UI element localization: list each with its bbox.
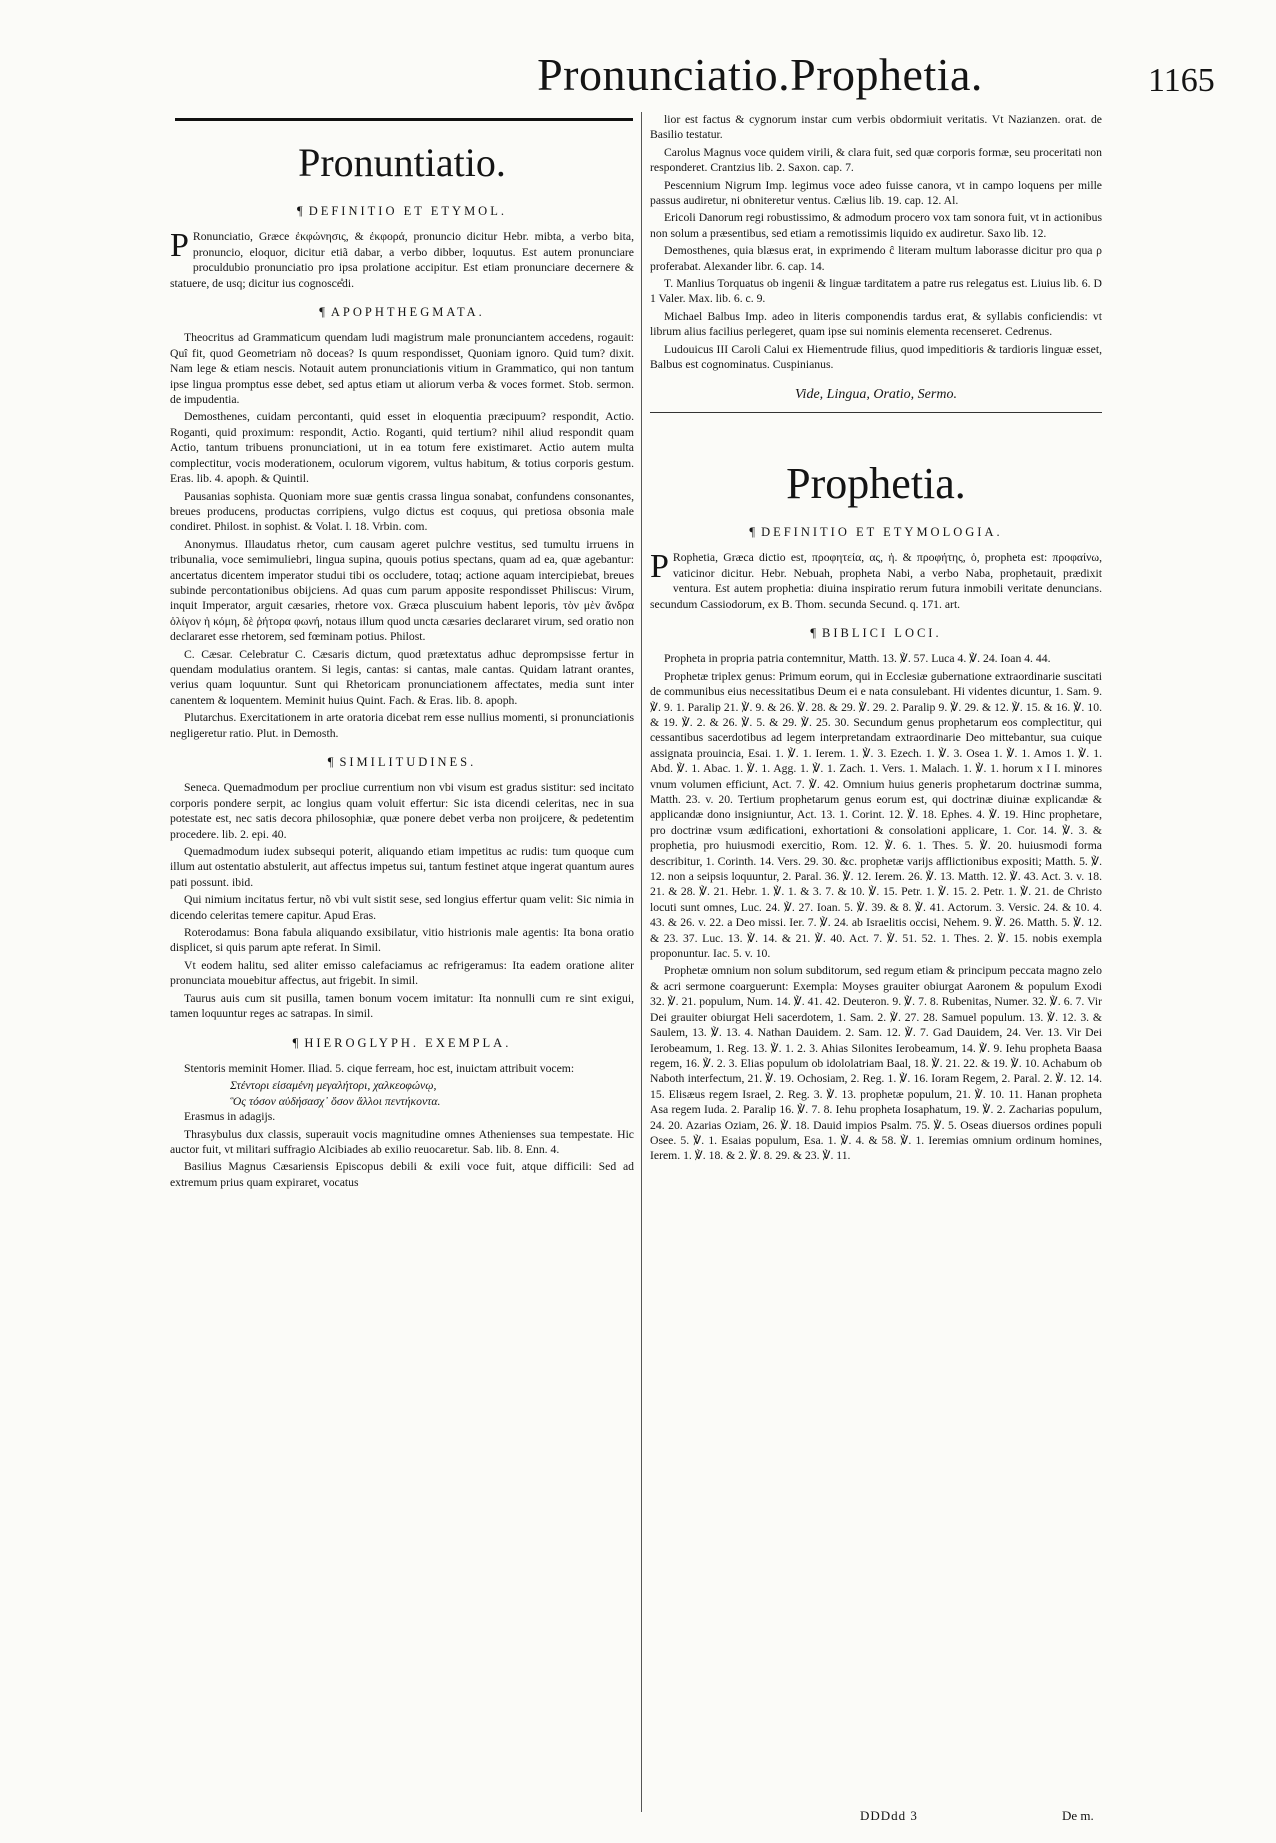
section-title-pronuntiatio: Pronuntiatio.: [298, 140, 506, 185]
apophthegm-entry: Pausanias sophista. Quoniam more suæ gentis crassa lingua sonabat, confundens consonantes, breues producens, productas corripiens, vulgo dictus est coquus, qui pretiosa obsonia male condiret. Philost. in sophist. & Volat. l. 18. Vrbin. com.: [170, 489, 634, 534]
apophthegm-entry: Demosthenes, cuidam percontanti, quid esset in eloquentia præcipuum? respondit, Actio. Roganti, quid proximum: respondit, Actio. Roganti, quid tertium? nihil aliud respondit quam Actio, tantum tribuens pronunciationi, ut in ea totum fere existimaret. Actio autem multa complectitur, vocis moderationem, oculorum vigorem, vultus habitum, & totius corporis gestum. Eras. lib. 4. apoph. & Quintil.: [170, 410, 634, 486]
hieroglyph-entry: Stentoris meminit Homer. Iliad. 5. cique ferream, hoc est, inuictam attribuit vocem:: [184, 1061, 575, 1075]
hieroglyph-entry: Erasmus in adagijs.: [184, 1110, 276, 1124]
similitude-entry: Seneca. Quemadmodum per procliue currentium non vbi visum est gradus sistitur: sed incitato corporis pondere serpit, ac longius quam voluit effertur: Sic ista dicendi celeritas, nec in sua potestate est, nec satis decora philosophiæ, quæ ponere debet verba non proijcere, & pedetentim procedere. lib. 2. epi. 40.: [170, 781, 634, 841]
biblical-entry: Prophetæ triplex genus: Primum eorum, qui in Ecclesiæ gubernatione extraordinarie suscitati de communibus eius necessitatibus Deum ei e nata consulebant. Hi videntes dicuntur, 1. Sam. 9. ℣. 9. 1. Paralip 21. ℣. 9. & 26. ℣. 28. & 29. ℣. 29. 2. Paralip 9. ℣. 29. & 12. ℣. 15. & 16. ℣. 10. & 19. ℣. 2. & 26. ℣. 5. & 29. ℣. 25. 30. Secundum genus prophetarum eos complectitur, qui cessantibus sacerdotibus ad legem interpretandam extraordinarie Deo mittebantur, sua cuique assignata prouincia, Esai. 1. ℣. 1. Ierem. 1. ℣. 3. Ezech. 1. ℣. 3. Osea 1. ℣. 1. Amos 1. ℣. 1. Abd. ℣. 1. Abac. 1. ℣. 1. Agg. 1. ℣. 1. Zach. 1. Vers. 1. Malach. 1. ℣. 1. horum x I I. minores vnum volumen efficiunt, Act. 7. ℣. 42. Omnium huius generis prophetarum doctrinæ summa, Matth. 23. v. 20. Tertium prophetarum genus eorum est, qui doctrinæ diuinæ explicandæ & applicandæ dono insigniuntur, Act. 13. 1. Corint. 12. ℣. 18. Ephes. 4. ℣. 19. Hinc prophetare, pro doctrinæ vsum ædificationi, exhortationi & consolationi applicare, 1. Cor. 14. ℣. 3. & prophetia, pro huiusmodi exercitio, Rom. 12. ℣. 6. 1. Thes. 5. ℣. 20. huiusmodi forma describitur, 1. Corinth. 14. Vers. 29. 30. &c. prophetæ varijs afflictionibus expositi; Matth. 5. ℣. 12. non a seipsis loquuntur, 2. Paral. 36. ℣. 12. Ierem. 26. ℣. 13. Matth. 12. ℣. 43. Act. 3. v. 18. 21. & 28. ℣. 21. Hebr. 1. ℣. 1. & 3. 7. & 10. ℣. 15. Petr. 1. ℣. 15. 2. Petr. 1. ℣. 21. de Christo locuti sunt omnes, Luc. 24. ℣. 27. Ioan. 5. ℣. 39. & 8. ℣. 41. Actorum. 3. Versic. 24. & 10. 4. 43. & 26. v. 22. a Deo missi. Ier. 7. ℣. 24. ab Israelitis occisi, Nehem. 9. ℣. 26. Matth. 5. ℣. 12. & 23. 37. Luc. 13. ℣. 14. & 21. ℣. 40. Act. 7. ℣. 51. 52. 1. Thes. 2. ℣. 15. nobis exempla proponuntur. Iac. 5. v. 10.: [650, 669, 1102, 961]
column-divider: [641, 112, 642, 1812]
signature-mark: DDDdd 3: [860, 1808, 918, 1823]
similitude-entry: Roterodamus: Bona fabula aliquando exsibilatur, vitio histrionis male agentis: Ita bona oratio displicet, si quis parum apte referat. In Simil.: [170, 926, 634, 955]
pilcrow-icon: ¶: [319, 305, 325, 320]
dropcap-letter: P: [170, 227, 189, 265]
section-title-prophetia: Prophetia.: [786, 458, 966, 508]
biblical-entry: Prophetæ omnium non solum subditorum, sed regum etiam & principum peccata magno zelo & acri sermone coarguerunt: Exempla: Moyses grauiter obiurgat Aaronem & populum Exodi 32. ℣. 21. populum, Num. 14. ℣. 41. 42. Deuteron. 9. ℣. 7. 8. Rubenitas, Numer. 32. ℣. 6. 7. Vir Dei grauiter obiurgat Heli sacerdotem, 1. Sam. 2. ℣. 27. 28. Samuel populum. 13. ℣. 12. 3. & Saulem, 13. ℣. 13. 4. Nathan Dauidem. 2. Sam. 12. ℣. 7. Gad Dauidem, 24. Ver. 13. Vir Dei Ierobeamum, 1. Reg. 13. ℣. 1. 2. 3. Ahias Silonites Ierobeamum, 14. ℣. 9. Iehu propheta Baasa regem, 16. ℣. 2. 3. Elias populum ob idololatriam Baal, 18. ℣. 21. 22. & 19. ℣. 10. Achabum ob Naboth interfectum, 21. ℣. 19. Ochosiam, 2. Reg. 1. ℣. 16. Ioram Regem, 2. Paral. 2. ℣. 12. 14. 15. Elisæus regem Israel, 2. Reg. 3. ℣. 13. prophetæ populum, 21. ℣. 10. 11. Hanan propheta Asa regem Iuda. 2. Paralip 16. ℣. 7. 8. Iehu propheta Iosaphatum, 19. ℣. 2. Zacharias populum, 24. 20. Azarias Oziam, 26. ℣. 18. Dauid impios Psalm. 75. ℣. 5. Oseas diuersos ordines populi Osee. 5. ℣. 1. Esaias populum, Esa. 1. ℣. 4. & 58. ℣. 1. Ieremias omnium ordinum homines, Ierem. 1. ℣. 18. & 2. ℣. 8. 29. & 23. ℣. 11.: [650, 964, 1102, 1163]
running-title: Pronunciatio.Prophetia.: [537, 49, 983, 100]
cross-reference: Vide, Lingua, Oratio, Sermo.: [795, 386, 957, 402]
continuation-entry: Ludouicus III Caroli Calui ex Hiementrude filius, quod impeditioris & tardioris linguæ esset, Balbus est cognominatus. Cuspinianus.: [650, 342, 1102, 372]
subsection-heading-definitio: ¶ DEFINITIO ET ETYMOL.: [297, 204, 507, 218]
section-rule: [650, 412, 1102, 413]
apophthegm-entry: Plutarchus. Exercitationem in arte oratoria dicebat rem esse nullius momenti, si pronunciationis negligeretur ratio. Plut. in Demosth.: [170, 711, 634, 740]
subsection-heading-biblici: ¶ BIBLICI LOCI.: [810, 625, 942, 640]
apophthegm-entry: Theocritus ad Grammaticum quendam ludi magistrum male pronunciantem accedens, rogauit: Quî fit, quod Geometriam nõ doceas? Is quum respondisset, Quoniam ignoro. Quid tum? dixit. Nam lege & etiam nescis. Notauit autem pronunciationis vitium in Grammatico, qui non tantum ipse lingua promptus esse debet, sed aptus etiam ut aliorum verba & voces formet. Stob. sermon. de impudentia.: [170, 331, 634, 407]
pilcrow-icon: ¶: [327, 755, 334, 769]
pilcrow-icon: ¶: [297, 204, 303, 218]
hieroglyph-entry: Basilius Magnus Cæsariensis Episcopus debili & exili voce fuit, atque difficili: Sed ad extremum prius quam expiraret, vocatus: [170, 1160, 634, 1189]
pilcrow-icon: ¶: [810, 625, 817, 640]
right-column: [650, 112, 1102, 1812]
continuation-entry: Demosthenes, quia blæsus erat, in exprimendo ĉ literam multum laborasse dicitur pro qua ρ proferabat. Alexander libr. 6. cap. 14.: [650, 244, 1102, 273]
continuation-entry: Ericoli Danorum regi robustissimo, & admodum procero vox tam sonora fuit, vt in actionibus non solum a præsentibus, sed etiam a remotissimis liquido ex audiretur. Saxo lib. 12.: [650, 211, 1102, 240]
page-number: 1165: [1148, 62, 1215, 99]
left-column: [170, 112, 634, 1832]
hieroglyph-entry: Thrasybulus dux classis, superauit vocis magnitudine omnes Athenienses sua tempestate. Hic auctor fuit, vt militari suffragio Alcibiades ab exilio reuocaretur. Sab. lib. 8. Enn. 4.: [170, 1127, 634, 1156]
subsection-heading-definitio-prophetia: ¶ DEFINITIO ET ETYMOLOGIA.: [749, 524, 1003, 539]
similitude-entry: Qui nimium incitatus fertur, nõ vbi vult sistit sese, sed longius effertur quam velit: Sic nimia in dicendo celeritas temere capitur. Apud Eras.: [170, 893, 634, 922]
prophetia-definitio-paragraph: P Rophetia, Græca dictio est, προφητεία, ας, ἡ. & προφήτης, ὁ, propheta est: προφαίνω, vaticinor dicitur. Hebr. Nebuah, propheta Nabi, a verbo Naba, prophetauit, prædixit ventura. Est autem prophetia: diuina inspiratio rerum futura inmobili veritate denuncians. secundum Cassiodorum, ex B. Thom. secunda Secund. q. 171. art.: [650, 548, 1102, 611]
similitude-entry: Quemadmodum iudex subsequi poterit, aliquando etiam impetitus ac rudis: tum quoque cum illum aut ostentatio abstulerit, aut affectus impetus sui, tantum festinet atque ingerat quantum aures pati possunt. ibid.: [170, 845, 634, 889]
biblical-entry: Propheta in propria patria contemnitur, Matth. 13. ℣. 57. Luca 4. ℣. 24. Ioan 4. 44.: [664, 652, 1051, 666]
similitude-entry: Taurus auis cum sit pusilla, tamen bonum vocem imitatur: Ita nonnulli cum re sint exigui, tamen loquuntur reges ac satrapas. In simil.: [170, 991, 634, 1021]
subsection-heading-apophthegmata: ¶ APOPHTHEGMATA.: [319, 305, 485, 320]
similitude-entry: Vt eodem halitu, sed aliter emisso calefaciamus ac refrigeramus: Ita eadem oratione aliter pronunciata mouebitur affectus, aut frigebit. In simil.: [170, 958, 634, 988]
definitio-paragraph: P Ronunciatio, Græce ἐκφώνησις, & ἐκφορά, pronuncio dicitur Hebr. mibta, a verbo bita, pronuncio, eloquor, dicitur etiã dabar, a verbo dibber, loquutus. Est autem pronunciare proculdubio pronunciatio pro ipsa prolatione accipitur. Est etiam pronunciare decernere & statuere, de usq; dicitur ius cognosce̊di.: [170, 227, 634, 290]
continuation-entry: Pescennium Nigrum Imp. legimus voce adeo fuisse canora, vt in campo loquens per mille passus audiretur, ni obniteretur ventus. Cælius lib. 19. cap. 12. Al.: [650, 178, 1102, 208]
subsection-heading-hieroglyph: ¶ HIEROGLYPH. EXEMPLA.: [292, 1035, 512, 1050]
catchword: De m.: [1062, 1808, 1094, 1823]
continuation-entry: T. Manlius Torquatus ob ingenii & linguæ tarditatem a patre rus relegatus est. Liuius lib. 6. D 1 Valer. Max. lib. 6. c. 9.: [650, 277, 1102, 306]
continuation-entry: Carolus Magnus voce quidem virili, & clara fuit, sed quæ corporis formæ, seu proceritati non responderet. Crantzius lib. 2. Saxon. cap. 7.: [650, 145, 1102, 175]
continuation-entry: Michael Balbus Imp. adeo in literis componendis tardus erat, & syllabis conficiendis: vt librum alius facilius perlegeret, quam ipse sui nominis elementa recenseret. Cedrenus.: [650, 309, 1102, 339]
greek-verse-line: Ὃς τόσον αὐδήσασχ᾽ ὅσον ἄλλοι πεντήκοντα.: [230, 1094, 441, 1108]
apophthegm-entry: C. Cæsar. Celebratur C. Cæsaris dictum, quod prætextatus adhuc deprompsisse fertur in quendam modulatius orantem. Si legis, cantas: si cantas, male cantas. Quidam latrant orantes, verius quam loquuntur. Sunt qui Rhetoricam pronunciationem affectates, media sunt inter canentem & loquentem. Meminit huius Quint. Fach. & Eras. lib. 8. apoph.: [170, 647, 634, 707]
greek-verse-line: Στέντορι εἰσαμένη μεγαλήτορι, χαλκεοφώνῳ,: [230, 1079, 437, 1093]
pilcrow-icon: ¶: [749, 524, 756, 539]
continuation-entry: lior est factus & cygnorum instar cum verbis obdormiuit veritatis. Vt Nazianzen. orat. de Basilio testatur.: [650, 113, 1102, 142]
subsection-heading-similitudines: ¶ SIMILITUDINES.: [327, 755, 477, 769]
pilcrow-icon: ¶: [292, 1035, 299, 1050]
apophthegm-entry: Anonymus. Illaudatus rhetor, cum causam ageret pulchre vestitus, sed tumultu irruens in tribunalia, voce semimuliebri, lingua supina, quouis potius spectans, quam ad ea, quæ agebantur: ancertatus dicentem imperator studui tibi os occludere, totaq; actione aquam intercipiebat, breues subinde percontationibus obijciens. Ad quas cum parum apposite respondisset Philiscus: Virum, inquit Imperator, arguit cæsaries, rhetore vox. Græca pluscuium habent leporis, τὸν μὲν ἄνδρα ὀλίγον ἡ κόμη, δὲ ῥήτορα φωνή, notaus illum quod uncta cæsaries declararet virum, sed oratio non declararet esse rhetorem, sed fœminam potius. Philost.: [170, 537, 634, 644]
dropcap-letter: P: [650, 548, 669, 586]
